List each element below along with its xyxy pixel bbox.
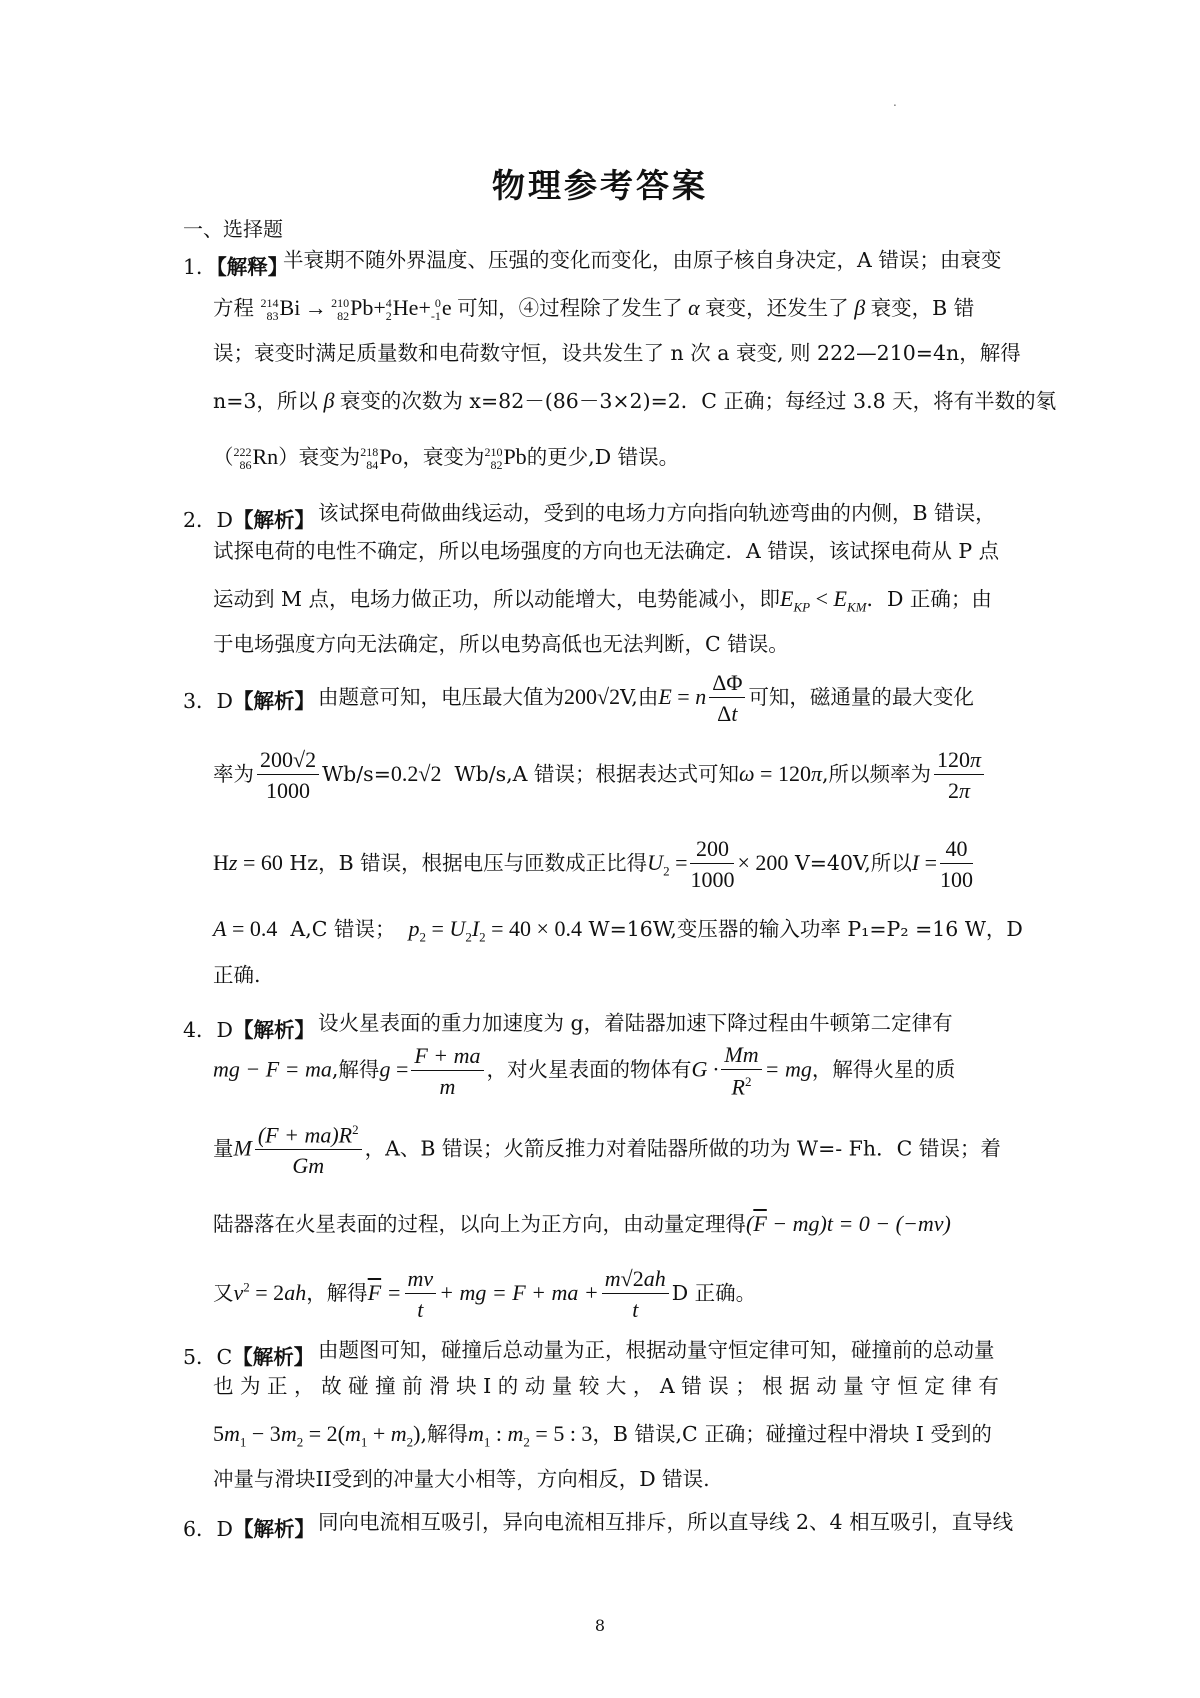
corner-dot: . [893,95,897,109]
q4-line5: 又$v^2 = 2ah$，解得$\overline{F}$ = $\frac{mv}{t}$ + mg = F + ma + $\frac{m√2ah}{t}$ D 正确。 [213,1266,757,1322]
q1-line3: 误；衰变时满足质量数和电荷数守恒，设共发生了 n 次 a 衰变, 则 222—210=4n，解得 [213,341,1021,365]
q1-line2: 方程 214 83 Bi → 210 82 Pb+ 4 2 He+ 0 -1 e 可知，④过程除了发生了 α 衰变，还发生了 β 衰变，B 错 [213,295,975,323]
q2-line1: 该试探电荷做曲线运动，受到的电场力方向指向轨迹弯曲的内侧，B 错误， [318,501,996,525]
page-number: 8 [594,1616,606,1635]
q4-line3: 量M $\frac{(F + ma)R^2}{Gm}$ ，A、B 错误；火箭反推力对着陆器所做的功为 W=- Fh．C 错误；着 [213,1122,1001,1179]
q3-line2: 率为 $\frac{200√2}{1000}$ Wb/s=0.2√2 Wb/s,A 错误；根据表达式可知ω = 120π,所以频率为 $\frac{120\pi}{2\pi}$ [213,749,1023,802]
q5-line1: 由题图可知，碰撞后总动量为正，根据动量守恒定律可知，碰撞前的总动量 [318,1338,995,1362]
q3-line5: 正确. [213,963,261,987]
q6-line1: 同向电流相互吸引，异向电流相互排斥，所以直导线 2、4 相互吸引，直导线 [318,1510,1014,1534]
q6-number: 6．D【解析】 [183,1517,315,1541]
q3-line1: 由题意可知，电压最大值为200√2V,由E = n $\frac{\Delta\Phi}{\Delta t}$ 可知，磁通量的最大变化 [318,670,974,726]
section-heading: 一、选择题 [183,217,283,241]
q1-line5: （ 222 86 Rn）衰变为 218 84 Po，衰变为 210 82 Pb的更少,D 错误。 [213,444,680,472]
q4-number: 4．D【解析】 [183,1018,315,1042]
q2-line2: 试探电荷的电性不确定，所以电场强度的方向也无法确定．A 错误，该试探电荷从 P 点 [213,539,1000,563]
page-title: 物理参考答案 [492,166,708,205]
q2-line4: 于电场强度方向无法确定，所以电势高低也无法判断，C 错误。 [213,632,789,656]
q2-line3: 运动到 M 点，电场力做正功，所以动能增大，电势能减小，即$E_{KP} < E_{KM}$．D 正确；由 [213,586,992,615]
q1-line4: n=3，所以 β 衰变的次数为 x=82－(86－3×2)=2．C 正确；每经过 3.8 天，将有半数的氡 [213,388,1057,413]
q5-line4: 冲量与滑块II受到的冲量大小相等，方向相反，D 错误. [213,1467,710,1491]
q1-line1: 半衰期不随外界温度、压强的变化而变化，由原子核自身决定，A 错误；由衰变 [283,248,1002,272]
q5-line2: 也 为 正 ， 故 碰 撞 前 滑 块 I 的 动 量 较 大 ， A 错 误 ； 根 据 动 量 守 恒 定 律 有 [213,1374,999,1398]
q4-line2: mg − F = ma,解得g = $\frac{F + ma}{m}$ ，对火星表面的物体有G · $\frac{Mm}{R^2}$ = mg，解得火星的质 [213,1042,956,1100]
q1-number: 1．【解释】 [183,255,289,279]
q3-number: 3．D【解析】 [183,689,315,713]
q3-line3: Hz = 60 Hz，B 错误，根据电压与匝数成正比得$U_2$ = $\frac{200}{1000}$ × 200 V=40V,所以I = $\frac{40}{100}$ [213,836,973,892]
q5-number: 5．C【解析】 [183,1345,315,1369]
q2-number: 2．D【解析】 [183,508,315,532]
q4-line4: 陆器落在火星表面的过程，以向上为正方向，由动量定理得$(\overline{F} - mg)t = 0 - (-mv)$ [213,1211,951,1236]
q4-line1: 设火星表面的重力加速度为 g，着陆器加速下降过程由牛顿第二定律有 [318,1011,953,1035]
q5-line3: $5m_1 - 3m_2 = 2(m_1 + m_2)$,解得$m_1$ : $m_2 = 5$ : 3，B 错误,C 正确；碰撞过程中滑块 I 受到的 [213,1421,992,1450]
q3-line4: A = 0.4 A,C 错误； $p_2 = U_2I_2 = 40 \times 0.4$ W=16W,变压器的输入功率 P₁=P₂ =16 W，D [213,916,1023,945]
